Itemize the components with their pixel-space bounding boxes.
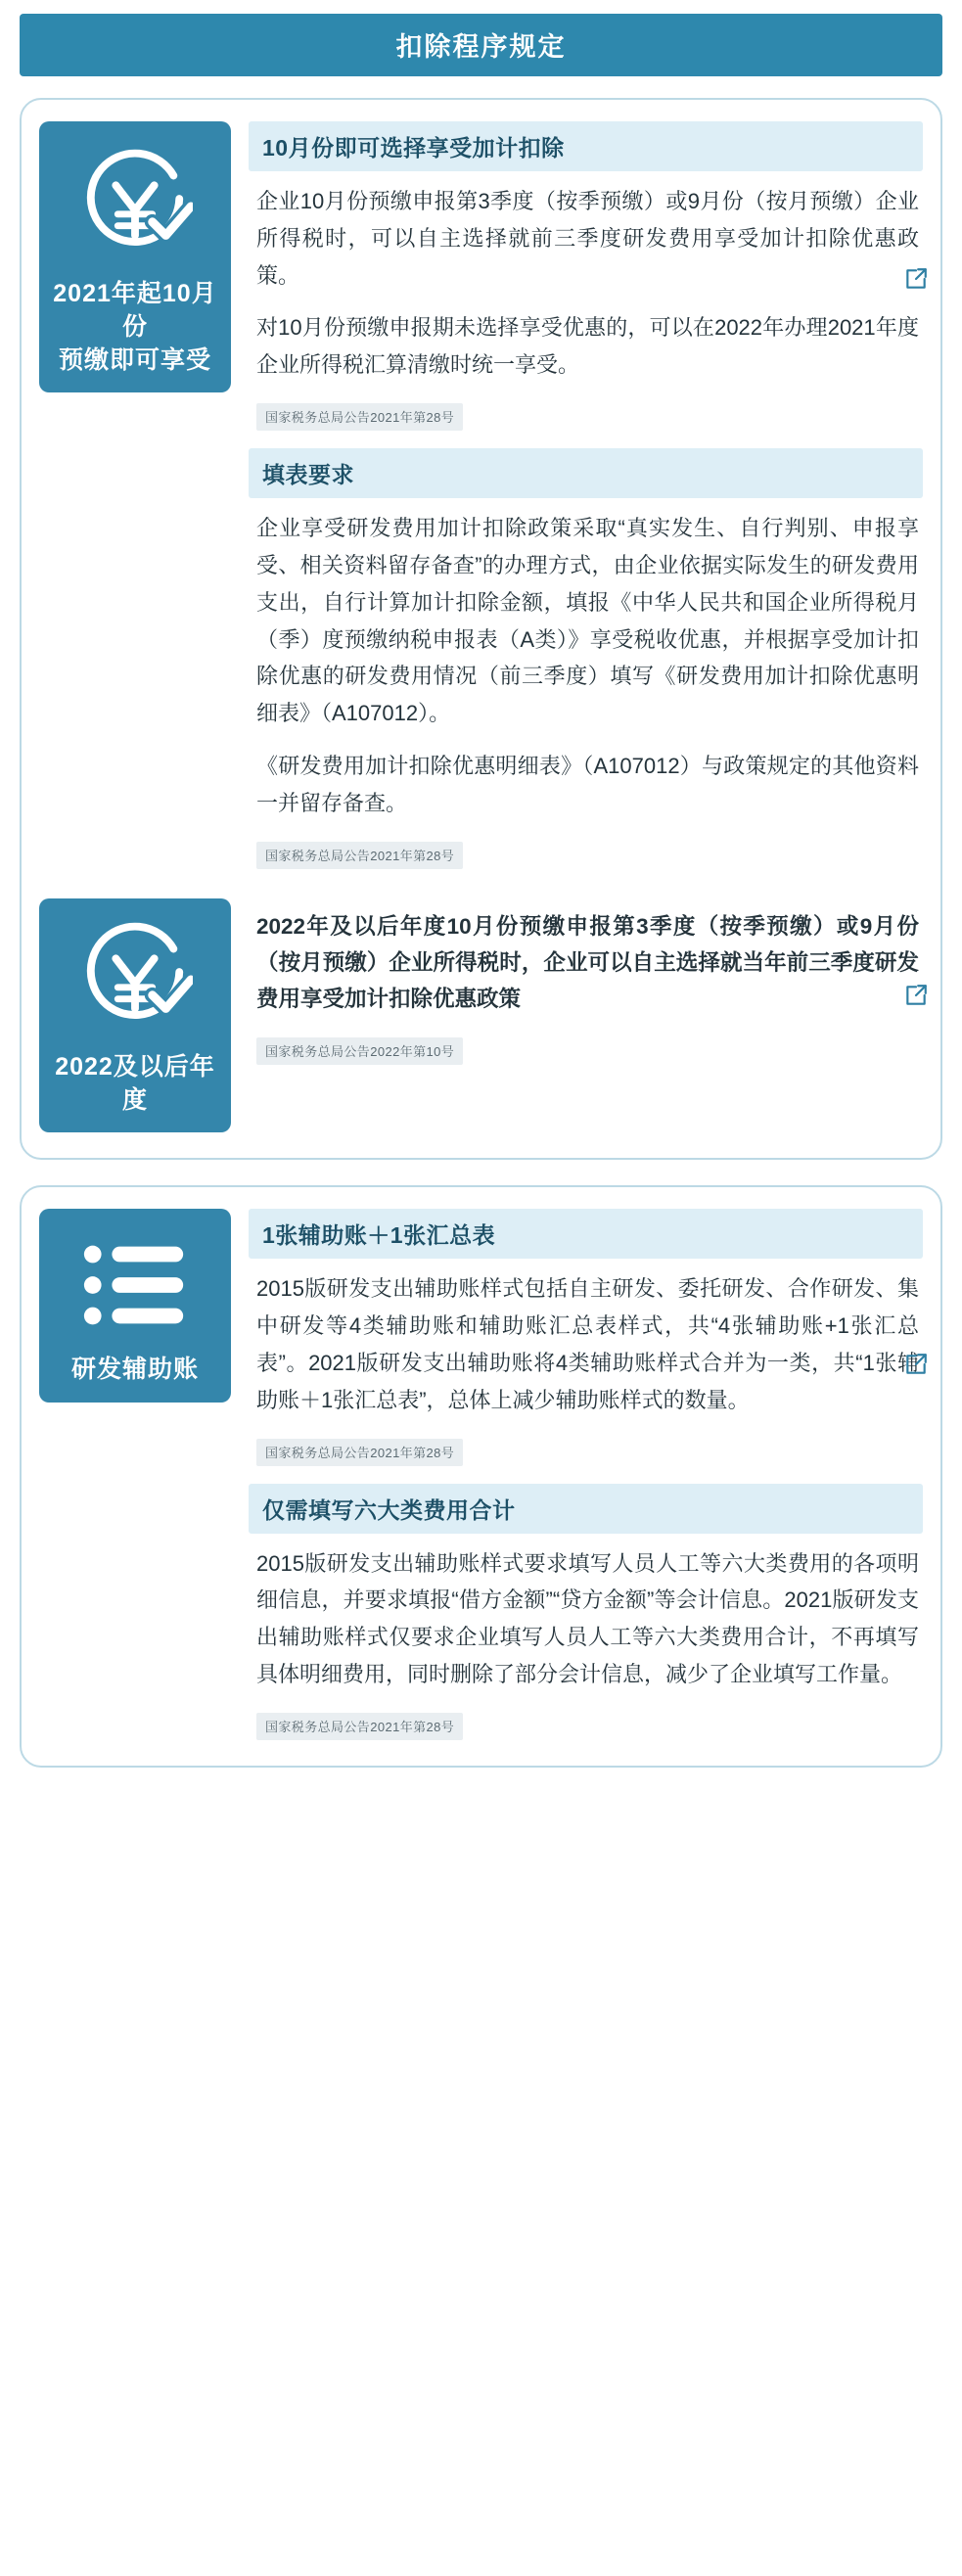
- source-note: 国家税务总局公告2021年第28号: [256, 1439, 463, 1466]
- tile-label-line-1: 2021年起10月份: [53, 280, 217, 341]
- page-title: 扣除程序规定: [20, 14, 942, 76]
- external-link-icon[interactable]: [903, 266, 929, 292]
- block-auxiliary-ledger: [39, 1209, 923, 1740]
- subheading-form-requirements: 填表要求: [249, 448, 923, 498]
- subheading-one-ledger-one-summary: 1张辅助账＋1张汇总表: [249, 1209, 923, 1259]
- block-2022-and-after: [39, 898, 923, 1133]
- external-link-icon[interactable]: [903, 983, 929, 1008]
- paragraph: 2015版研发支出辅助账样式要求填写人员人工等六大类费用的各项明细信息，并要求填报“借方金额”“贷方金额”等会计信息。2021版研发支出辅助账样式仅要求企业填写人员人工等六大类费用合计，不再填写具体明细费用，同时删除了部分会计信息，减少了企业填写工作量。: [256, 1550, 919, 1687]
- icon-tile-2021[interactable]: [39, 121, 231, 392]
- content-ledger: [249, 1209, 923, 1740]
- content-2021: [249, 121, 923, 869]
- bullet-list-icon: [77, 1234, 193, 1336]
- paragraph: 2015版研发支出辅助账样式包括自主研发、委托研发、合作研发、集中研发等4类辅助账和辅助账汇总表样式，共“4张辅助账+1张汇总表”。2021版研发支出辅助账将4类辅助账样式合并为一类，共“1张辅助账＋1张汇总表”，总体上减少辅助账样式的数量。: [256, 1276, 919, 1412]
- tile-label-line-2: 预缴即可享受: [58, 345, 211, 374]
- source-note: 国家税务总局公告2021年第28号: [256, 842, 463, 869]
- paragraph: 对10月份预缴申报期未选择享受优惠的，可以在2022年办理2021年度企业所得税汇算清缴时统一享受。: [256, 315, 919, 378]
- icon-tile-label: 研发辅助账: [70, 1356, 199, 1384]
- icon-tile-ledger[interactable]: [39, 1209, 231, 1403]
- external-link-icon[interactable]: [903, 1352, 929, 1377]
- paragraph: 2022年及以后年度10月份预缴申报第3季度（按季预缴）或9月份（按月预缴）企业所得税时，企业可以自主选择就当年前三季度研发费用享受加计扣除优惠政策: [256, 913, 919, 1012]
- yuan-check-circle-icon: [77, 920, 193, 1035]
- source-note: 国家税务总局公告2021年第28号: [256, 403, 463, 431]
- icon-tile-2022[interactable]: [39, 898, 231, 1133]
- subheading-six-categories: 仅需填写六大类费用合计: [249, 1484, 923, 1534]
- card-rd-auxiliary-ledger: [20, 1185, 942, 1768]
- icon-tile-label: 2022及以后年度: [55, 1052, 215, 1114]
- source-note: 国家税务总局公告2022年第10号: [256, 1037, 463, 1065]
- source-note: 国家税务总局公告2021年第28号: [256, 1713, 463, 1740]
- block-2021-prepayment: [39, 121, 923, 869]
- icon-tile-label: [47, 278, 223, 377]
- yuan-check-circle-icon: [77, 147, 193, 262]
- paragraph: 企业享受研发费用加计扣除政策采取“真实发生、自行判别、申报享受、相关资料留存备查”的办理方式，由企业依据实际发生的研发费用支出，自行计算加计扣除金额，填报《中华人民共和国企业所得税月（季）度预缴纳税申报表（A类）》享受税收优惠，并根据享受加计扣除优惠的研发费用情况（前三季度）填写《研发费用加计扣除优惠明细表》（A107012）。: [256, 516, 919, 726]
- subheading-october-option: 10月份即可选择享受加计扣除: [249, 121, 923, 171]
- paragraph: 《研发费用加计扣除优惠明细表》（A107012）与政策规定的其他资料一并留存备查。: [256, 754, 919, 815]
- card-deduction-procedure: [20, 98, 942, 1160]
- content-2022: [249, 898, 923, 1065]
- paragraph: 企业10月份预缴申报第3季度（按季预缴）或9月份（按月预缴）企业所得税时，可以自主选择就前三季度研发费用享受加计扣除优惠政策。: [256, 189, 919, 288]
